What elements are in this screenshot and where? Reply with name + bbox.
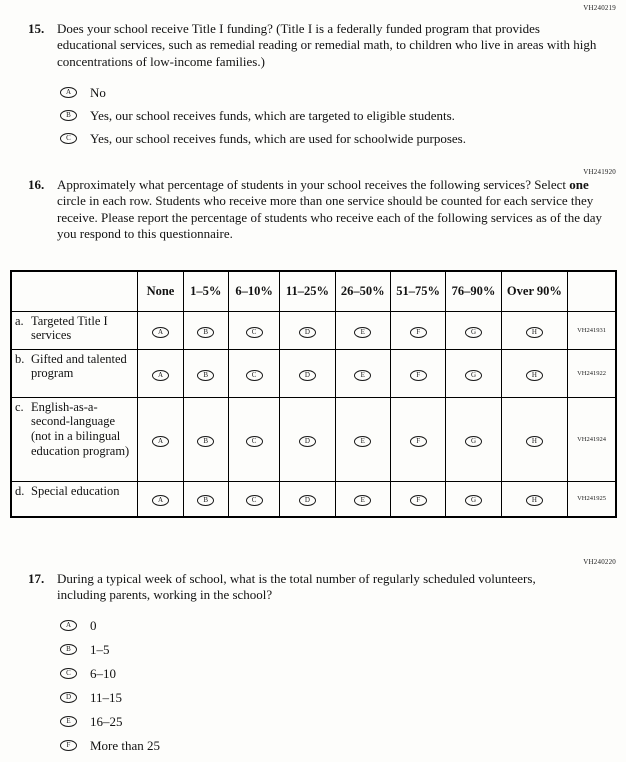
- option-label: More than 25: [90, 737, 161, 753]
- bubble-letter: B: [203, 496, 209, 505]
- answer-bubble[interactable]: [526, 495, 543, 506]
- question-number: 15.: [28, 21, 45, 36]
- bubble-letter: C: [251, 436, 257, 445]
- table-row-b: [11, 349, 616, 397]
- row-label-cell: [11, 311, 138, 349]
- answer-bubble-q15-a[interactable]: [60, 87, 77, 98]
- table-cell: [228, 397, 279, 481]
- option-label: 11–15: [90, 689, 123, 705]
- answer-bubble[interactable]: [197, 495, 214, 506]
- row-letter: d.: [15, 483, 25, 498]
- col-header-51-75: 51–75%: [390, 271, 445, 311]
- question-17: [28, 571, 603, 604]
- table-cell: [446, 481, 501, 517]
- table-cell: [390, 481, 445, 517]
- option-label: Yes, our school receives funds, which are used for schoolwide purposes.: [90, 130, 466, 146]
- table-cell: [501, 481, 567, 517]
- col-header-none: None: [138, 271, 183, 311]
- answer-bubble[interactable]: [299, 436, 316, 447]
- answer-bubble[interactable]: [410, 436, 427, 447]
- table-cell: [446, 311, 501, 349]
- answer-bubble-q17-a[interactable]: [60, 620, 77, 631]
- bubble-letter: G: [470, 496, 477, 505]
- option-row: [60, 667, 160, 680]
- col-header-over-90: Over 90%: [501, 271, 567, 311]
- bubble-letter: H: [531, 327, 537, 336]
- table-cell: [228, 481, 279, 517]
- answer-bubble-q17-d[interactable]: [60, 692, 77, 703]
- option-label: 1–5: [90, 641, 110, 657]
- bubble-letter: C: [251, 327, 257, 336]
- row-label: Special education: [31, 483, 120, 498]
- table-header-row: [11, 271, 616, 311]
- option-row: [60, 739, 160, 752]
- option-label: Yes, our school receives funds, which are targeted to eligible students.: [90, 107, 455, 123]
- table-cell: [501, 397, 567, 481]
- table-cell: [390, 397, 445, 481]
- question-15: [28, 21, 603, 70]
- answer-bubble[interactable]: [410, 495, 427, 506]
- question-text: Does your school receive Title I funding? (Title I is a federally funded program that provides educational services, such as remedial reading or remedial math, to children who live in areas with high concentrations of low-income families.): [57, 21, 597, 69]
- bubble-letter: H: [531, 436, 537, 445]
- row-letter: c.: [15, 399, 24, 414]
- table-row-a: [11, 311, 616, 349]
- answer-bubble-q17-e[interactable]: [60, 716, 77, 727]
- col-header-76-90: 76–90%: [446, 271, 501, 311]
- answer-bubble-q17-c[interactable]: [60, 668, 77, 679]
- answer-bubble[interactable]: [246, 327, 263, 338]
- bubble-letter: E: [360, 436, 365, 445]
- row-label: Targeted Title I services: [31, 313, 108, 343]
- bubble-letter: A: [157, 496, 163, 505]
- row-code: VH241931: [568, 311, 616, 349]
- row-code: VH241924: [568, 397, 616, 481]
- table-cell: [138, 481, 183, 517]
- bubble-letter: A: [157, 370, 163, 379]
- bubble-letter: D: [304, 327, 310, 336]
- table-cell: [501, 311, 567, 349]
- bubble-letter: C: [251, 370, 257, 379]
- col-header-11-25: 11–25%: [280, 271, 335, 311]
- table-cell: [390, 349, 445, 397]
- services-percentage-table: [10, 270, 617, 518]
- answer-bubble[interactable]: [354, 370, 371, 381]
- table-cell: [335, 481, 390, 517]
- answer-bubble[interactable]: [197, 327, 214, 338]
- bubble-letter: A: [157, 327, 163, 336]
- bubble-letter: D: [304, 436, 310, 445]
- table-row-d: [11, 481, 616, 517]
- question-16: [28, 177, 610, 243]
- option-row: [60, 132, 466, 145]
- bubble-letter: F: [416, 496, 421, 505]
- table-cell: [183, 311, 228, 349]
- option-row: [60, 691, 160, 704]
- answer-bubble[interactable]: [465, 327, 482, 338]
- code-col-header: [568, 271, 616, 311]
- answer-bubble[interactable]: [197, 436, 214, 447]
- bubble-letter: D: [304, 370, 310, 379]
- row-letter: b.: [15, 351, 25, 366]
- question-text: During a typical week of school, what is the total number of regularly scheduled volunteers, including parents, working in the school?: [57, 571, 536, 603]
- table-cell: [228, 349, 279, 397]
- option-row: [60, 86, 466, 99]
- row-letter: a.: [15, 313, 24, 328]
- answer-bubble[interactable]: [152, 327, 169, 338]
- option-label: No: [90, 84, 106, 100]
- answer-bubble[interactable]: [354, 327, 371, 338]
- table-cell: [183, 349, 228, 397]
- answer-bubble[interactable]: [526, 370, 543, 381]
- item-code-q15: VH240219: [583, 4, 616, 12]
- bubble-letter: C: [66, 669, 71, 677]
- col-header-26-50: 26–50%: [335, 271, 390, 311]
- option-row: [60, 715, 160, 728]
- table-cell: [501, 349, 567, 397]
- bubble-letter: B: [203, 370, 209, 379]
- bubble-letter: B: [66, 645, 71, 653]
- row-label-cell: [11, 397, 138, 481]
- table-row-c: [11, 397, 616, 481]
- table-cell: [280, 481, 335, 517]
- row-code: VH241925: [568, 481, 616, 517]
- answer-bubble[interactable]: [246, 370, 263, 381]
- col-header-6-10: 6–10%: [228, 271, 279, 311]
- answer-bubble-q17-f[interactable]: [60, 740, 77, 751]
- question-text-part: circle in each row. Students who receive more than one service should be counted for each service they receive. Please report the percentage of students who receive each of the following services as of the day you respond to this questionnaire.: [57, 193, 603, 242]
- row-label-cell: [11, 349, 138, 397]
- bubble-letter: E: [360, 327, 365, 336]
- answer-bubble[interactable]: [152, 436, 169, 447]
- answer-bubble[interactable]: [152, 495, 169, 506]
- option-row: [60, 643, 160, 656]
- answer-bubble[interactable]: [299, 327, 316, 338]
- table-cell: [138, 397, 183, 481]
- table-cell: [335, 349, 390, 397]
- table-cell: [335, 311, 390, 349]
- bubble-letter: F: [416, 327, 421, 336]
- bubble-letter: D: [65, 693, 72, 701]
- item-code-q16: VH241920: [583, 168, 616, 176]
- bubble-letter: G: [470, 370, 477, 379]
- row-label: English-as-a-second-language (not in a bilingual education program): [31, 399, 130, 458]
- table-cell: [280, 397, 335, 481]
- bubble-letter: G: [470, 327, 477, 336]
- answer-bubble[interactable]: [465, 436, 482, 447]
- answer-bubble[interactable]: [299, 370, 316, 381]
- table-cell: [138, 311, 183, 349]
- answer-bubble[interactable]: [465, 495, 482, 506]
- answer-bubble[interactable]: [354, 436, 371, 447]
- table-cell: [138, 349, 183, 397]
- bubble-letter: E: [360, 370, 365, 379]
- bubble-letter: C: [251, 496, 257, 505]
- answer-bubble-q17-b[interactable]: [60, 644, 77, 655]
- answer-bubble[interactable]: [246, 436, 263, 447]
- answer-bubble[interactable]: [299, 495, 316, 506]
- col-header-1-5: 1–5%: [183, 271, 228, 311]
- answer-bubble[interactable]: [410, 370, 427, 381]
- bubble-letter: E: [360, 496, 365, 505]
- question-text: [57, 177, 607, 243]
- row-label: Gifted and talented program: [31, 351, 127, 381]
- answer-bubble-q15-b[interactable]: [60, 110, 77, 121]
- bubble-letter: G: [470, 436, 477, 445]
- bubble-letter: A: [65, 88, 72, 96]
- table-cell: [390, 311, 445, 349]
- bubble-letter: F: [416, 370, 421, 379]
- answer-bubble[interactable]: [526, 436, 543, 447]
- table-corner-cell: [11, 271, 138, 311]
- option-label: 6–10: [90, 665, 116, 681]
- table-cell: [280, 311, 335, 349]
- question-text-bold: one: [569, 177, 589, 192]
- table-cell: [183, 397, 228, 481]
- answer-bubble-q15-c[interactable]: [60, 133, 77, 144]
- table-cell: [335, 397, 390, 481]
- question-number: 17.: [28, 571, 45, 586]
- question-text-part: Approximately what percentage of students in your school receives the following services? Select: [57, 177, 570, 192]
- option-row: [60, 619, 160, 632]
- table-cell: [446, 349, 501, 397]
- bubble-letter: H: [531, 496, 537, 505]
- bubble-letter: F: [416, 436, 421, 445]
- option-label: 16–25: [90, 713, 123, 729]
- table-cell: [280, 349, 335, 397]
- answer-bubble[interactable]: [152, 370, 169, 381]
- table-cell: [183, 481, 228, 517]
- answer-bubble[interactable]: [197, 370, 214, 381]
- bubble-letter: A: [65, 621, 72, 629]
- answer-bubble[interactable]: [354, 495, 371, 506]
- answer-bubble[interactable]: [465, 370, 482, 381]
- bubble-letter: A: [157, 436, 163, 445]
- q15-options: [60, 86, 466, 145]
- row-code: VH241922: [568, 349, 616, 397]
- bubble-letter: B: [203, 436, 209, 445]
- bubble-letter: B: [203, 327, 209, 336]
- row-label-cell: [11, 481, 138, 517]
- answer-bubble[interactable]: [410, 327, 427, 338]
- table-cell: [446, 397, 501, 481]
- bubble-letter: C: [66, 134, 71, 142]
- option-label: 0: [90, 617, 97, 633]
- bubble-letter: E: [66, 717, 71, 725]
- answer-bubble[interactable]: [246, 495, 263, 506]
- item-code-q17: VH240220: [583, 558, 616, 566]
- answer-bubble[interactable]: [526, 327, 543, 338]
- q17-options: [60, 619, 160, 752]
- bubble-letter: D: [304, 496, 310, 505]
- bubble-letter: F: [66, 741, 71, 749]
- option-row: [60, 109, 466, 122]
- bubble-letter: B: [66, 111, 71, 119]
- question-number: 16.: [28, 177, 45, 192]
- table-cell: [228, 311, 279, 349]
- bubble-letter: H: [531, 370, 537, 379]
